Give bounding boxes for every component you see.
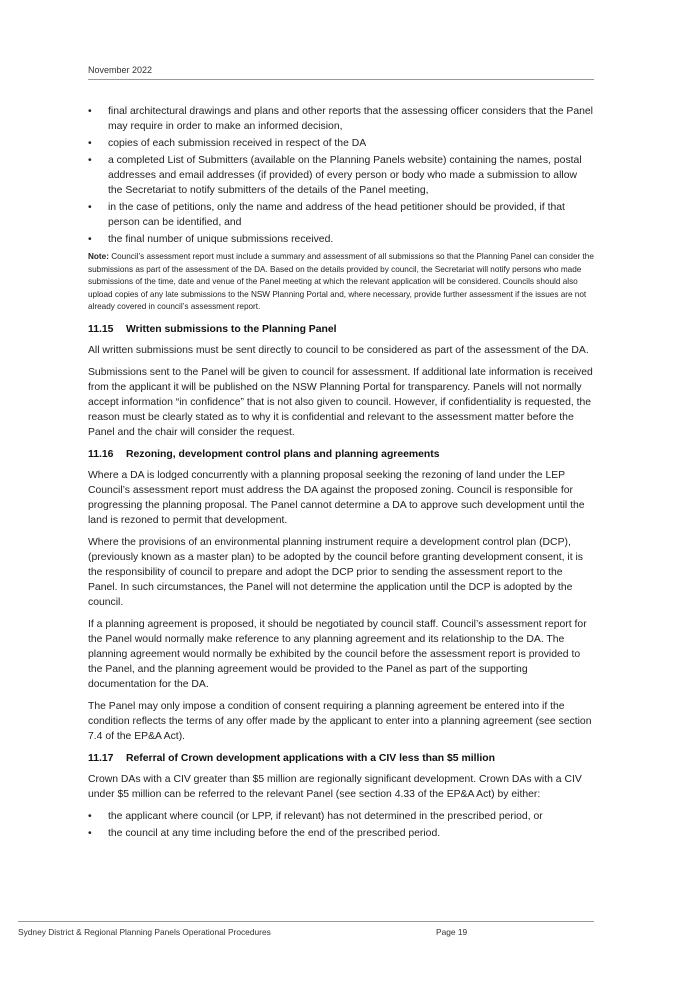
bullet-icon: • <box>88 234 92 245</box>
bullet-icon: • <box>88 202 92 213</box>
list-item: • the final number of unique submissions received. <box>88 234 334 245</box>
bullet-icon: • <box>88 106 92 117</box>
list-item: • the council at any time including before the end of the prescribed period. <box>88 827 441 839</box>
paragraph: The Panel may only impose a condition of consent requiring a planning agreement be entered into if the condition reflects the terms of any offer made by the applicant to enter into a planning agreement (see section 7.4 of the EP&A Act). <box>88 700 592 742</box>
bullet-icon: • <box>88 138 92 149</box>
list-item: • final architectural drawings and plans and other reports that the assessing officer considers that the Panel may require in order to make an informed decision, <box>88 106 593 132</box>
paragraph: Crown DAs with a CIV greater than $5 million are regionally significant development. Crown DAs with a CIV under $5 million can be referred to the relevant Panel (see section 4.33 of the EP&A Act) by either: <box>88 773 582 800</box>
bullet-list-bottom <box>88 809 594 841</box>
document-body <box>88 104 594 843</box>
list-item: • a completed List of Submitters (available on the Planning Panels website) containing the names, postal addresses and email addresses (if provided) of every person or body who made a submission to allow the Secretariat to notify submitters of the details of the Panel meeting, <box>88 155 582 196</box>
paragraph: Submissions sent to the Panel will be given to council for assessment. If additional late information is received from the applicant it will be published on the NSW Planning Portal for transparency. Panels will not normally accept information “in confidence” that is not also given to council. However, if confidentiality is requested, the reason must be clearly stated as to why it is confidential and relevant to the assessment matter before the Panel and the chair will consider the request. <box>88 366 593 438</box>
list-item: • the applicant where council (or LPP, if relevant) has not determined in the prescribed period, or <box>88 810 543 822</box>
header-date: November 2022 <box>88 65 153 75</box>
section-heading-11-17: 11.17 Referral of Crown development applications with a CIV less than $5 million <box>88 752 495 764</box>
footer-title: Sydney District & Regional Planning Panels Operational Procedures <box>18 927 271 937</box>
footer-divider <box>18 921 594 922</box>
paragraph: Where a DA is lodged concurrently with a planning proposal seeking the rezoning of land under the LEP Council’s assessment report must address the DA against the proposed zoning. Council is responsible for progressing the planning proposal. The Panel cannot determine a DA to approve such development until the land is rezoned to permit that development. <box>88 469 585 526</box>
note-text: Council’s assessment report must include a summary and assessment of all submissions so that the Planning Panel can consider the submissions as part of the assessment of the DA. Based on the details provided by council, the Secretariat will notify persons who made submissions of the time, date and venue of the Panel meeting at which the relevant application will be considered. Councils should also upload copies of any late submissions to the NSW Planning Portal and, where necessary, provide further assessment if the issues are not already covered in council’s assessment report. <box>88 252 594 311</box>
list-item: • in the case of petitions, only the name and address of the head petitioner should be provided, if that person can be identified, and <box>88 202 565 228</box>
paragraph: Where the provisions of an environmental planning instrument require a development control plan (DCP), (previously known as a master plan) to be adopted by the council before granting development consent, it is the responsibility of council to prepare and adopt the DCP prior to sending the assessment report to the Panel. In such circumstances, the Panel will not determine the application until the DCP is adopted by the council. <box>88 536 583 608</box>
note-label: Note: <box>88 252 109 261</box>
paragraph: All written submissions must be sent directly to council to be considered as part of the assessment of the DA. <box>88 344 589 356</box>
bullet-icon: • <box>88 155 92 166</box>
section-heading-11-16: 11.16 Rezoning, development control plans and planning agreements <box>88 448 440 460</box>
header-divider <box>88 79 594 80</box>
section-heading-11-15: 11.15 Written submissions to the Planning Panel <box>88 323 337 335</box>
paragraph: If a planning agreement is proposed, it should be negotiated by council staff. Council’s assessment report for the Panel would normally make reference to any planning agreement and its relationship to the DA. The planning agreement would normally be exhibited by the council before the assessment report is provided to the Panel, and the planning agreement would be provided to the Panel as part of the supporting documentation for the DA. <box>88 618 587 690</box>
bullet-list-top <box>88 104 594 247</box>
bullet-icon: • <box>88 827 92 839</box>
page-number: Page 19 <box>436 927 468 937</box>
note-block <box>88 251 594 314</box>
list-item: • copies of each submission received in respect of the DA <box>88 138 367 149</box>
bullet-icon: • <box>88 810 92 822</box>
